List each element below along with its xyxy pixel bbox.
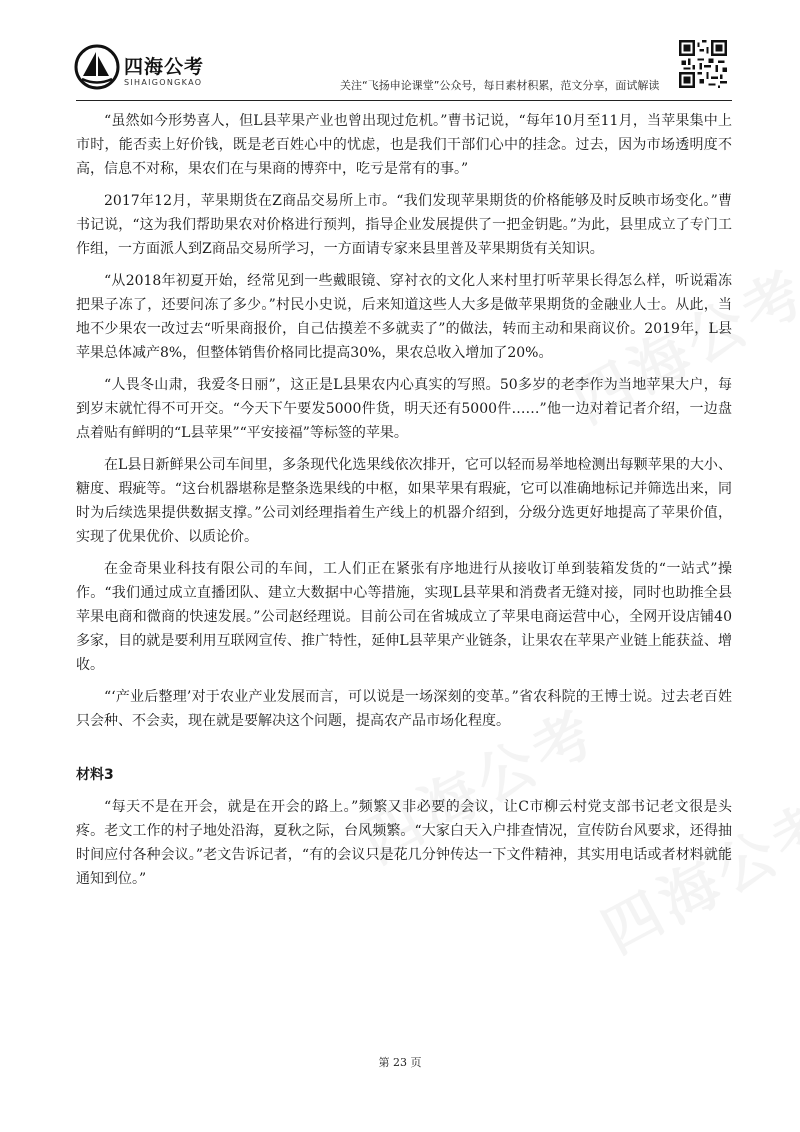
paragraph: “‘产业后整理’对于农业产业发展而言，可以说是一场深刻的变革。”省农科院的王博士说。过去老百姓只会种、不会卖，现在就是要解决这个问题，提高农产品市场化程度。 (76, 689, 732, 729)
sailboat-logo-icon (74, 44, 120, 90)
logo-subtitle: SIHAIGONGKAO (124, 78, 203, 87)
paragraph: “每天不是在开会，就是在开会的路上。”频繁又非必要的会议，让C市柳云村党支部书记老文很是头疼。老文工作的村子地处沿海，夏秋之际，台风频繁。“大家白天入户排查情况，宣传防台风要求，还得抽时间应付各种会议。”老文告诉记者，“有的会议只是花几分钟传达一下文件精神，其实用电话或者材料就能通知到位。” (76, 799, 732, 887)
page-header (72, 38, 732, 100)
paragraph: “虽然如今形势喜人，但L县苹果产业也曾出现过危机。”曹书记说，“每年10月至11月，当苹果集中上市时，能否卖上好价钱，既是老百姓心中的忧虑，也是我们干部们心中的挂念。过去，因为市场透明度不高，信息不对称，果农们在与果商的博弈中，吃亏是常有的事。” (76, 113, 732, 177)
page-number: 第 23 页 (378, 1056, 422, 1069)
qr-code-icon (679, 40, 727, 88)
paragraph: 在金奇果业科技有限公司的车间，工人们正在紧张有序地进行从接收订单到装箱发货的“一站式”操作。“我们通过成立直播团队、建立大数据中心等措施，实现L县苹果和消费者无缝对接，同时也助推全县苹果电商和微商的快速发展。”公司赵经理说。目前公司在省城成立了苹果电商运营中心，全网开设店铺40多家，目的就是要利用互联网宣传、推广特性，延伸L县苹果产业链条，让果农在苹果产业链上能获益、增收。 (76, 561, 732, 673)
paragraph: 2017年12月，苹果期货在Z商品交易所上市。“我们发现苹果期货的价格能够及时反映市场变化。”曹书记说，“这为我们帮助果农对价格进行预判，指导企业发展提供了一把金钥匙。”为此，县里成立了专门工作组，一方面派人到Z商品交易所学习，一方面请专家来县里普及苹果期货有关知识。 (76, 193, 732, 257)
document-body (76, 109, 732, 899)
paragraph: “从2018年初夏开始，经常见到一些戴眼镜、穿衬衣的文化人来村里打听苹果长得怎么样，听说霜冻把果子冻了，还要问冻了多少。”村民小史说，后来知道这些人大多是做苹果期货的金融业人士。从此，当地不少果农一改过去“听果商报价，自己估摸差不多就卖了”的做法，转而主动和果商议价。2019年，L县苹果总体减产8%，但整体销售价格同比提高30%，果农总收入增加了20%。 (76, 273, 732, 361)
brand-logo (74, 44, 264, 96)
header-tagline: 关注“飞扬申论课堂”公众号，每日素材积累，范文分享，面试解读 (340, 79, 660, 92)
paragraph: “人畏冬山肃，我爱冬日丽”，这正是L县果农内心真实的写照。50多岁的老李作为当地苹果大户，每到岁末就忙得不可开交。“今天下午要发5000件货，明天还有5000件……”他一边对着记者介绍，一边盘点着贴有鲜明的“L县苹果”“平安接福”等标签的苹果。 (76, 377, 732, 441)
section-heading: 材料3 (76, 767, 114, 783)
paragraph: 在L县日新鲜果公司车间里，多条现代化选果线依次排开，它可以轻而易举地检测出每颗苹果的大小、糖度、瑕疵等。“这台机器堪称是整条选果线的中枢，如果苹果有瑕疵，它可以准确地标记并筛选出来，同时为后续选果提供数据支撑。”公司刘经理指着生产线上的机器介绍到，分级分选更好地提高了苹果价值，实现了优果优价、以质论价。 (76, 457, 732, 545)
logo-name: 四海公考 (124, 56, 205, 78)
header-divider (76, 100, 732, 101)
